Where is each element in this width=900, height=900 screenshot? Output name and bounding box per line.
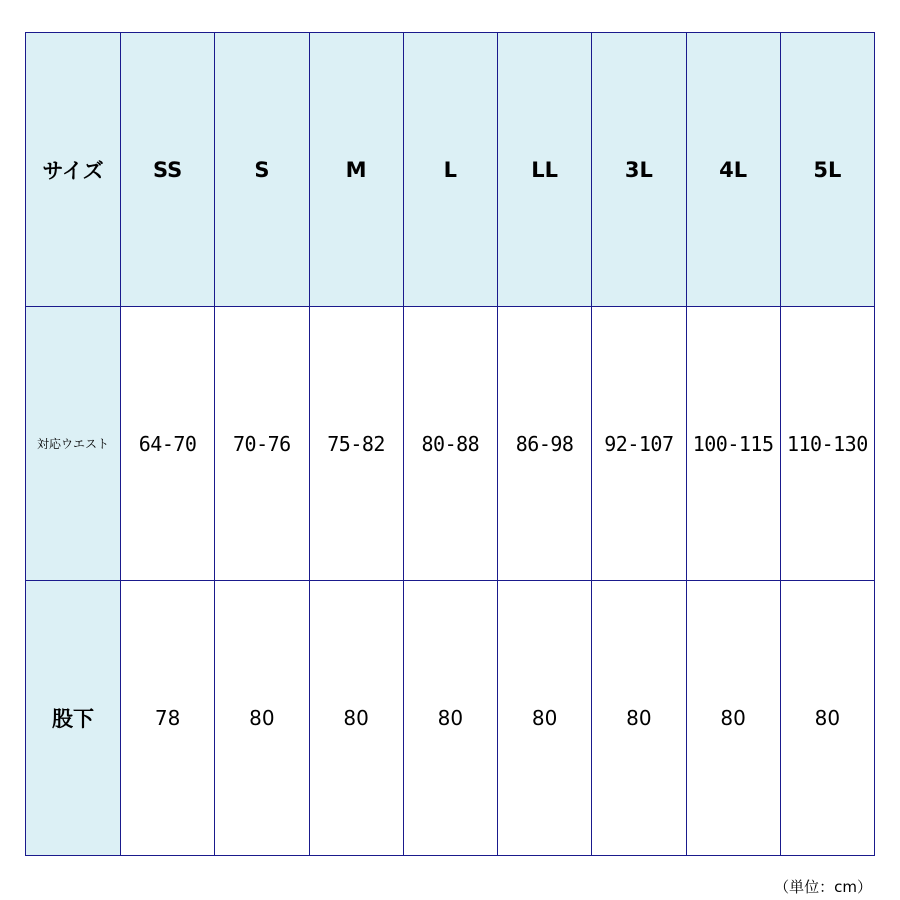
waist-value-s: 70-76 <box>215 307 309 581</box>
waist-value-4l: 100-115 <box>686 307 780 581</box>
inseam-value-m: 80 <box>309 581 403 856</box>
size-ll: LL <box>498 33 592 307</box>
waist-label: 対応ウエスト <box>26 307 121 581</box>
size-m: M <box>309 33 403 307</box>
size-chart-table <box>25 32 875 856</box>
inseam-value-ss: 78 <box>121 581 215 856</box>
waist-value-3l: 92-107 <box>592 307 686 581</box>
waist-value-l: 80-88 <box>403 307 497 581</box>
size-header-label: サイズ <box>26 33 121 307</box>
inseam-value-5l: 80 <box>780 581 874 856</box>
inseam-value-4l: 80 <box>686 581 780 856</box>
size-5l: 5L <box>780 33 874 307</box>
waist-value-ll: 86-98 <box>498 307 592 581</box>
size-ss: SS <box>121 33 215 307</box>
size-s: S <box>215 33 309 307</box>
waist-value-m: 75-82 <box>309 307 403 581</box>
inseam-value-l: 80 <box>403 581 497 856</box>
size-4l: 4L <box>686 33 780 307</box>
inseam-value-ll: 80 <box>498 581 592 856</box>
size-row <box>26 33 875 307</box>
size-3l: 3L <box>592 33 686 307</box>
size-l: L <box>403 33 497 307</box>
inseam-label: 股下 <box>26 581 121 856</box>
waist-row <box>26 307 875 581</box>
inseam-value-3l: 80 <box>592 581 686 856</box>
waist-value-5l: 110-130 <box>780 307 874 581</box>
waist-value-ss: 64-70 <box>121 307 215 581</box>
unit-note: （単位：cm） <box>774 878 872 896</box>
inseam-row <box>26 581 875 856</box>
inseam-value-s: 80 <box>215 581 309 856</box>
